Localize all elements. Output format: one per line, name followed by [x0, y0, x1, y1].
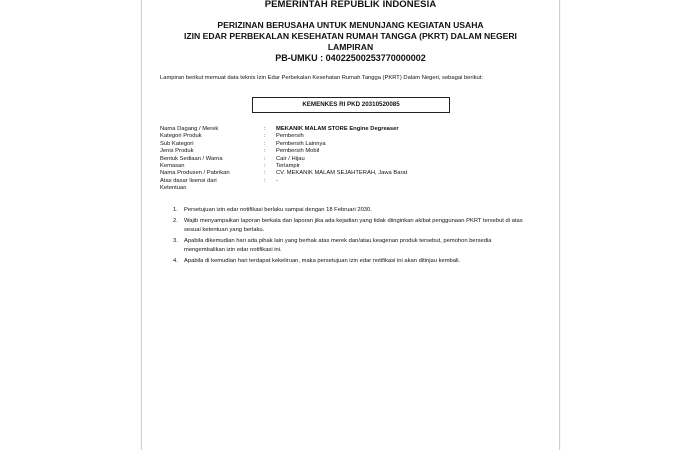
government-heading: PEMERINTAH REPUBLIK INDONESIA: [264, 0, 437, 10]
list-item: [160, 257, 532, 266]
field-value: Cair / Hijau: [276, 155, 305, 162]
field-colon: :: [264, 177, 266, 184]
document-title-line-3: LAMPIRAN: [327, 42, 374, 52]
field-row: [160, 141, 540, 148]
field-row: [160, 156, 540, 163]
field-colon: :: [264, 170, 266, 177]
field-value: CV. MEKANIK MALAM SEJAHTERAH, Jawa Barat: [276, 170, 408, 177]
field-colon: :: [264, 140, 266, 147]
list-item-number: 4.: [173, 258, 178, 264]
list-item-text: Apabila dikemudian hari ada pihak lain yang berhak atas merek dan/atau keagenan produk tersebut, pemohon bersedia mengembalikan izin edar notifikasi ini.: [184, 238, 492, 253]
product-details: [160, 126, 540, 193]
field-row: [160, 170, 540, 177]
field-label: Ketentuan: [160, 185, 187, 192]
field-value: -: [276, 177, 278, 184]
field-value: Pembersih Lainnya: [276, 140, 326, 147]
field-value: Pembersih: [276, 133, 304, 140]
field-colon: :: [264, 162, 266, 169]
list-item-text: Apabila di kemudian hari terdapat kekeliruan, maka persetujuan izin edar notifikasi ini akan ditinjau kembali.: [184, 258, 461, 264]
document-title-line-1: PERIZINAN BERUSAHA UNTUK MENUNJANG KEGIATAN USAHA: [217, 20, 484, 30]
field-colon: :: [264, 148, 266, 155]
list-item-text: Wajib menyampaikan laporan berkala dan laporan jika ada kejadian yang tidak diinginkan akibat penggunaan PKRT tersebut di atas sesuai ketentuan yang berlaku.: [184, 218, 523, 233]
list-item: [160, 206, 532, 215]
list-item-text: Persetujuan izin edar notifikasi berlaku sampai dengan 18 Februari 2030.: [184, 207, 372, 213]
list-item-number: 2.: [173, 218, 178, 224]
field-label: Kemasan: [160, 162, 185, 169]
list-item: [160, 217, 532, 235]
field-row: [160, 178, 540, 185]
field-label: Sub Kategori: [160, 140, 194, 147]
field-label: Atas dasar lisensi dari: [160, 177, 217, 184]
field-label: Nama Dagang / Merek: [160, 126, 219, 132]
field-value: MEKANIK MALAM STORE Engine Degreaser: [276, 126, 399, 132]
field-value: Terlampir: [276, 162, 300, 169]
field-label: Bentuk Sediaan / Warna: [160, 155, 223, 162]
field-row: [160, 148, 540, 155]
field-colon: :: [264, 126, 266, 132]
field-colon: :: [264, 155, 266, 162]
field-row: [160, 185, 540, 192]
list-item-number: 1.: [173, 207, 178, 213]
field-value: Pembersih Mobil: [276, 148, 320, 155]
field-row: [160, 126, 540, 133]
document-title-line-2: IZIN EDAR PERBEKALAN KESEHATAN RUMAH TANGGA (PKRT) DALAM NEGERI: [184, 31, 517, 41]
list-item: [160, 237, 532, 255]
registration-number-box: KEMENKES RI PKD 20310520085: [252, 97, 450, 113]
field-label: Nama Produsen / Pabrikan: [160, 170, 230, 177]
document-page: [141, 0, 560, 450]
ketentuan-list: [160, 206, 532, 268]
intro-paragraph: Lampiran berikut memuat data teknis Izin Edar Perbekalan Kesehatan Rumah Tangga (PKRT) Dalam Negeri, sebagai berikut:: [160, 75, 483, 81]
field-label: Jenis Produk: [160, 148, 194, 155]
field-row: [160, 133, 540, 140]
field-label: Kategori Produk: [160, 133, 202, 140]
list-item-number: 3.: [173, 238, 178, 244]
field-colon: :: [264, 133, 266, 140]
field-row: [160, 163, 540, 170]
pb-umku-number: PB-UMKU : 04022500253770000002: [275, 53, 426, 63]
